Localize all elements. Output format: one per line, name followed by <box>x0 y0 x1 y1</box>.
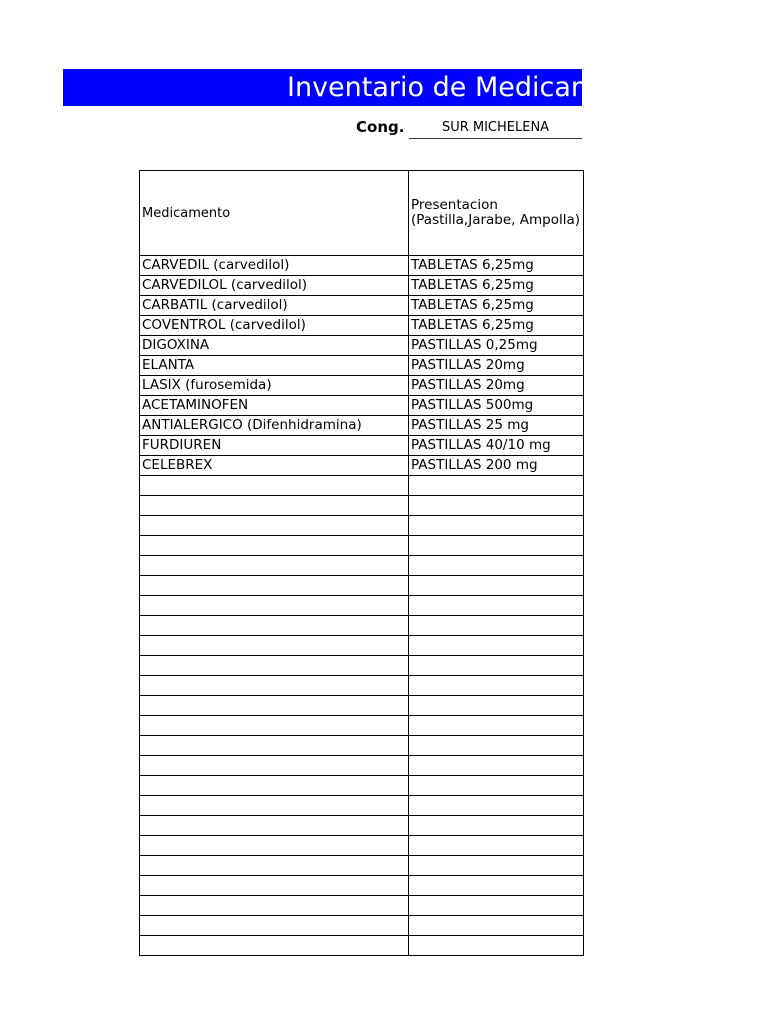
cell-presentacion[interactable] <box>409 616 584 636</box>
cell-medicamento[interactable] <box>140 496 409 516</box>
table-row <box>140 676 584 696</box>
cell-medicamento[interactable]: COVENTROL (carvedilol) <box>140 316 409 336</box>
table-row <box>140 556 584 576</box>
cell-presentacion[interactable]: TABLETAS 6,25mg <box>409 276 584 296</box>
cell-medicamento[interactable]: LASIX (furosemida) <box>140 376 409 396</box>
table-row <box>140 416 584 436</box>
cell-presentacion[interactable] <box>409 536 584 556</box>
table-row <box>140 736 584 756</box>
table-row <box>140 936 584 956</box>
table-row <box>140 516 584 536</box>
cell-medicamento[interactable]: CARVEDIL (carvedilol) <box>140 256 409 276</box>
cell-presentacion[interactable] <box>409 856 584 876</box>
cell-medicamento[interactable] <box>140 636 409 656</box>
page-title: Inventario de Medicamentos <box>287 72 673 103</box>
table-row <box>140 916 584 936</box>
cell-presentacion[interactable]: PASTILLAS 20mg <box>409 376 584 396</box>
cell-medicamento[interactable] <box>140 516 409 536</box>
cell-presentacion[interactable]: TABLETAS 6,25mg <box>409 296 584 316</box>
cell-presentacion[interactable] <box>409 756 584 776</box>
cell-presentacion[interactable] <box>409 776 584 796</box>
cell-medicamento[interactable]: DIGOXINA <box>140 336 409 356</box>
congregation-field[interactable]: SUR MICHELENA <box>409 118 582 139</box>
cell-medicamento[interactable] <box>140 836 409 856</box>
cell-medicamento[interactable] <box>140 896 409 916</box>
table-row <box>140 756 584 776</box>
cell-medicamento[interactable]: FURDIUREN <box>140 436 409 456</box>
cell-presentacion[interactable] <box>409 836 584 856</box>
cell-presentacion[interactable] <box>409 696 584 716</box>
table-row <box>140 296 584 316</box>
title-bar <box>63 69 673 106</box>
cell-medicamento[interactable]: ANTIALERGICO (Difenhidramina) <box>140 416 409 436</box>
cell-presentacion[interactable] <box>409 556 584 576</box>
cell-presentacion[interactable] <box>409 476 584 496</box>
table-row <box>140 316 584 336</box>
cell-medicamento[interactable] <box>140 796 409 816</box>
cell-medicamento[interactable] <box>140 676 409 696</box>
cell-presentacion[interactable] <box>409 496 584 516</box>
table-row <box>140 656 584 676</box>
cell-presentacion[interactable]: PASTILLAS 25 mg <box>409 416 584 436</box>
cell-presentacion[interactable]: TABLETAS 6,25mg <box>409 256 584 276</box>
table-row <box>140 536 584 556</box>
cell-medicamento[interactable] <box>140 596 409 616</box>
table-row <box>140 816 584 836</box>
cell-medicamento[interactable] <box>140 856 409 876</box>
cell-medicamento[interactable] <box>140 816 409 836</box>
cell-medicamento[interactable] <box>140 656 409 676</box>
cell-medicamento[interactable]: CARVEDILOL (carvedilol) <box>140 276 409 296</box>
cell-medicamento[interactable]: CARBATIL (carvedilol) <box>140 296 409 316</box>
table-row <box>140 336 584 356</box>
cell-medicamento[interactable]: ACETAMINOFEN <box>140 396 409 416</box>
cell-presentacion[interactable]: PASTILLAS 20mg <box>409 356 584 376</box>
table-row <box>140 496 584 516</box>
cell-presentacion[interactable] <box>409 576 584 596</box>
cell-presentacion[interactable] <box>409 816 584 836</box>
cell-medicamento[interactable] <box>140 756 409 776</box>
table-row <box>140 696 584 716</box>
cell-presentacion[interactable] <box>409 676 584 696</box>
cell-medicamento[interactable] <box>140 716 409 736</box>
cell-medicamento[interactable] <box>140 916 409 936</box>
table-row <box>140 716 584 736</box>
table-row <box>140 616 584 636</box>
header-presentacion: Presentacion (Pastilla,Jarabe, Ampolla) <box>409 171 584 256</box>
table-body <box>140 256 584 956</box>
table-row <box>140 876 584 896</box>
table-row <box>140 476 584 496</box>
table-row <box>140 836 584 856</box>
cell-presentacion[interactable] <box>409 656 584 676</box>
cell-medicamento[interactable] <box>140 476 409 496</box>
cell-presentacion[interactable] <box>409 596 584 616</box>
table-row <box>140 776 584 796</box>
table-row <box>140 256 584 276</box>
cell-medicamento[interactable] <box>140 736 409 756</box>
congregation-label: Cong. <box>356 118 405 136</box>
cell-medicamento[interactable] <box>140 936 409 956</box>
cell-medicamento[interactable] <box>140 776 409 796</box>
cell-presentacion[interactable] <box>409 716 584 736</box>
cell-presentacion[interactable] <box>409 736 584 756</box>
table-header-row <box>140 171 584 256</box>
table-row <box>140 436 584 456</box>
cell-presentacion[interactable]: TABLETAS 6,25mg <box>409 316 584 336</box>
table-row <box>140 636 584 656</box>
table-row <box>140 576 584 596</box>
cell-medicamento[interactable] <box>140 696 409 716</box>
cell-medicamento[interactable] <box>140 556 409 576</box>
cell-medicamento[interactable]: CELEBREX <box>140 456 409 476</box>
table-row <box>140 456 584 476</box>
header-medicamento: Medicamento <box>140 171 409 256</box>
cell-medicamento[interactable] <box>140 876 409 896</box>
inventory-table <box>139 170 584 956</box>
cell-presentacion[interactable]: PASTILLAS 40/10 mg <box>409 436 584 456</box>
cell-presentacion[interactable] <box>409 936 584 956</box>
cell-medicamento[interactable] <box>140 536 409 556</box>
cell-presentacion[interactable] <box>409 876 584 896</box>
cell-presentacion[interactable] <box>409 516 584 536</box>
cell-presentacion[interactable]: PASTILLAS 0,25mg <box>409 336 584 356</box>
cell-medicamento[interactable] <box>140 616 409 636</box>
table-row <box>140 596 584 616</box>
cell-presentacion[interactable] <box>409 796 584 816</box>
table-row <box>140 396 584 416</box>
cell-presentacion[interactable]: PASTILLAS 200 mg <box>409 456 584 476</box>
cell-medicamento[interactable] <box>140 576 409 596</box>
table-row <box>140 356 584 376</box>
table-row <box>140 796 584 816</box>
cell-presentacion[interactable] <box>409 896 584 916</box>
cell-presentacion[interactable]: PASTILLAS 500mg <box>409 396 584 416</box>
table-row <box>140 856 584 876</box>
table-row <box>140 896 584 916</box>
cell-medicamento[interactable]: ELANTA <box>140 356 409 376</box>
cell-presentacion[interactable] <box>409 916 584 936</box>
cell-presentacion[interactable] <box>409 636 584 656</box>
table-row <box>140 276 584 296</box>
table-row <box>140 376 584 396</box>
